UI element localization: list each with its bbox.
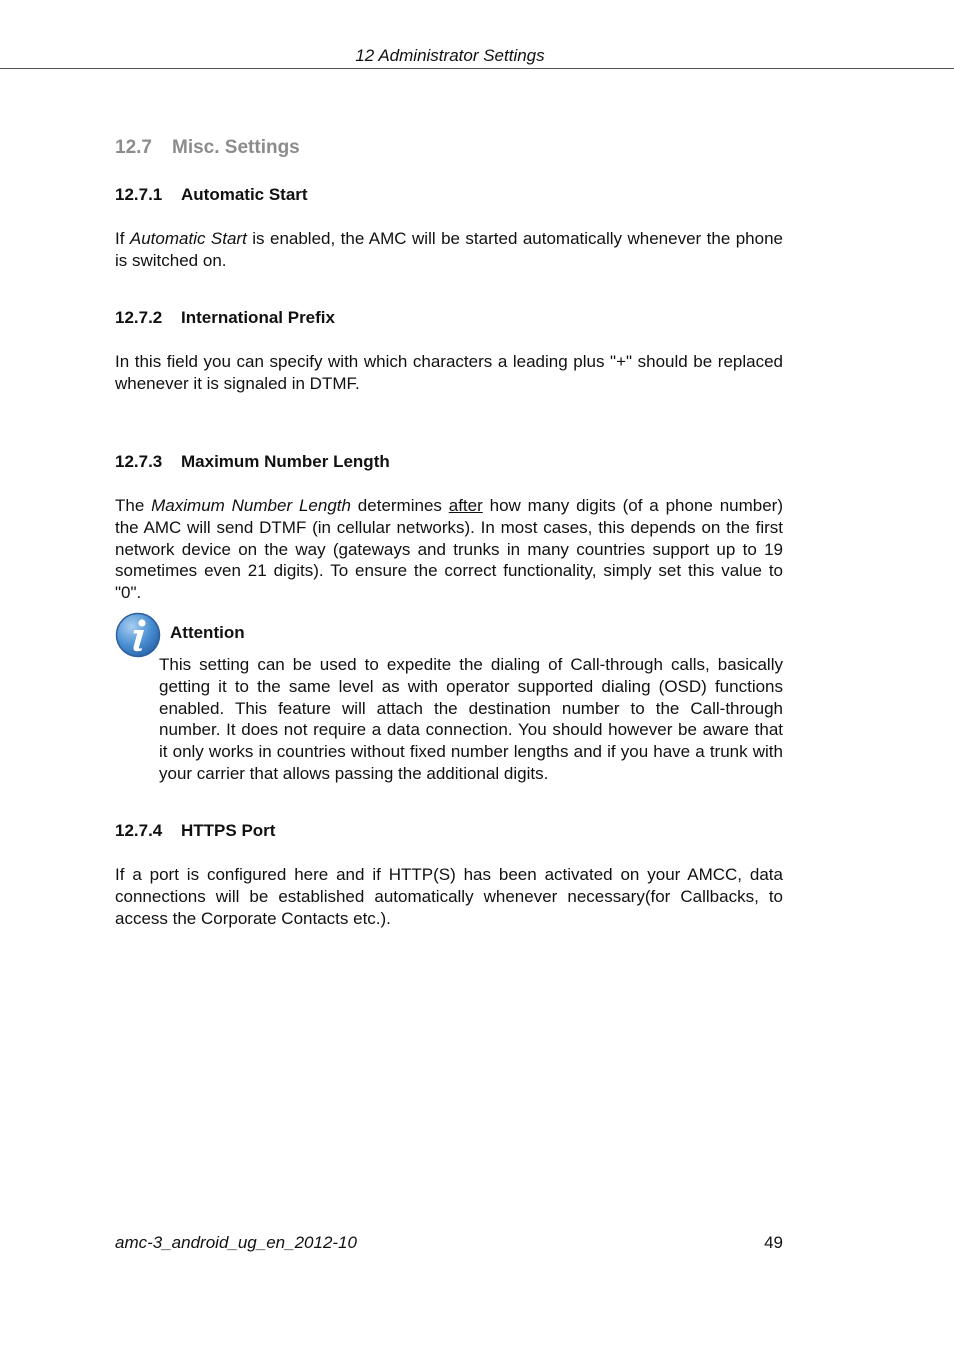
subsection-number: 12.7.3: [115, 452, 163, 471]
paragraph-https-port: If a port is configured here and if HTTP(S) has been activated on your AMCC, data connections will be established automatically whenever necessary(for Callbacks, to access the Corporate Contacts etc.).: [115, 865, 783, 928]
subsection-title: Automatic Start: [181, 185, 308, 204]
section-title: Misc. Settings: [172, 137, 300, 158]
section-number: 12.7: [115, 137, 152, 158]
section-heading: [115, 137, 300, 159]
emphasis-term: Automatic Start: [129, 229, 247, 248]
subsection-number: 12.7.2: [115, 308, 163, 327]
header-rule: [0, 68, 954, 69]
footer-doc-id: amc-3_android_ug_en_2012-10: [115, 1233, 357, 1252]
paragraph-maximum-number-length: The Maximum Number Length determines after how many digits (of a phone number) the AMC will send DTMF (in cellular networks). In most cases, this depends on the first network device on the way (gateways and trunks in many countries support up to 19 sometimes even 21 digits). To ensure the correct functionality, simply set this value to "0".: [115, 496, 783, 603]
page-number: 49: [764, 1233, 783, 1252]
subsection-heading-automatic-start: [115, 185, 308, 205]
subsection-heading-international-prefix: [115, 308, 335, 328]
subsection-number: 12.7.4: [115, 821, 163, 840]
page-header-title: 12 Administrator Settings: [355, 46, 545, 65]
subsection-title: International Prefix: [181, 308, 335, 327]
subsection-number: 12.7.1: [115, 185, 163, 204]
subsection-heading-maximum-number-length: [115, 452, 390, 472]
paragraph-international-prefix: In this field you can specify with which characters a leading plus "+" should be replaced whenever it is signaled in DTMF.: [115, 352, 783, 393]
attention-text: This setting can be used to expedite the dialing of Call-through calls, basically getting it to the same level as with operator supported dialing (OSD) functions enabled. This feature will attach the destination number to the Call-through number. It does not require a data connection. You should however be aware that it only works in countries without fixed number lengths and if you have a trunk with your carrier that allows passing the additional digits.: [159, 655, 783, 783]
subsection-title: Maximum Number Length: [181, 452, 390, 471]
subsection-heading-https-port: [115, 821, 275, 841]
paragraph-automatic-start: If Automatic Start is enabled, the AMC will be started automatically whenever the phone is switched on.: [115, 229, 783, 270]
info-icon: [115, 612, 161, 658]
emphasis-term: Maximum Number Length: [151, 496, 351, 515]
attention-label: Attention: [170, 623, 245, 642]
underlined-term: after: [448, 496, 483, 515]
subsection-title: HTTPS Port: [181, 821, 276, 840]
